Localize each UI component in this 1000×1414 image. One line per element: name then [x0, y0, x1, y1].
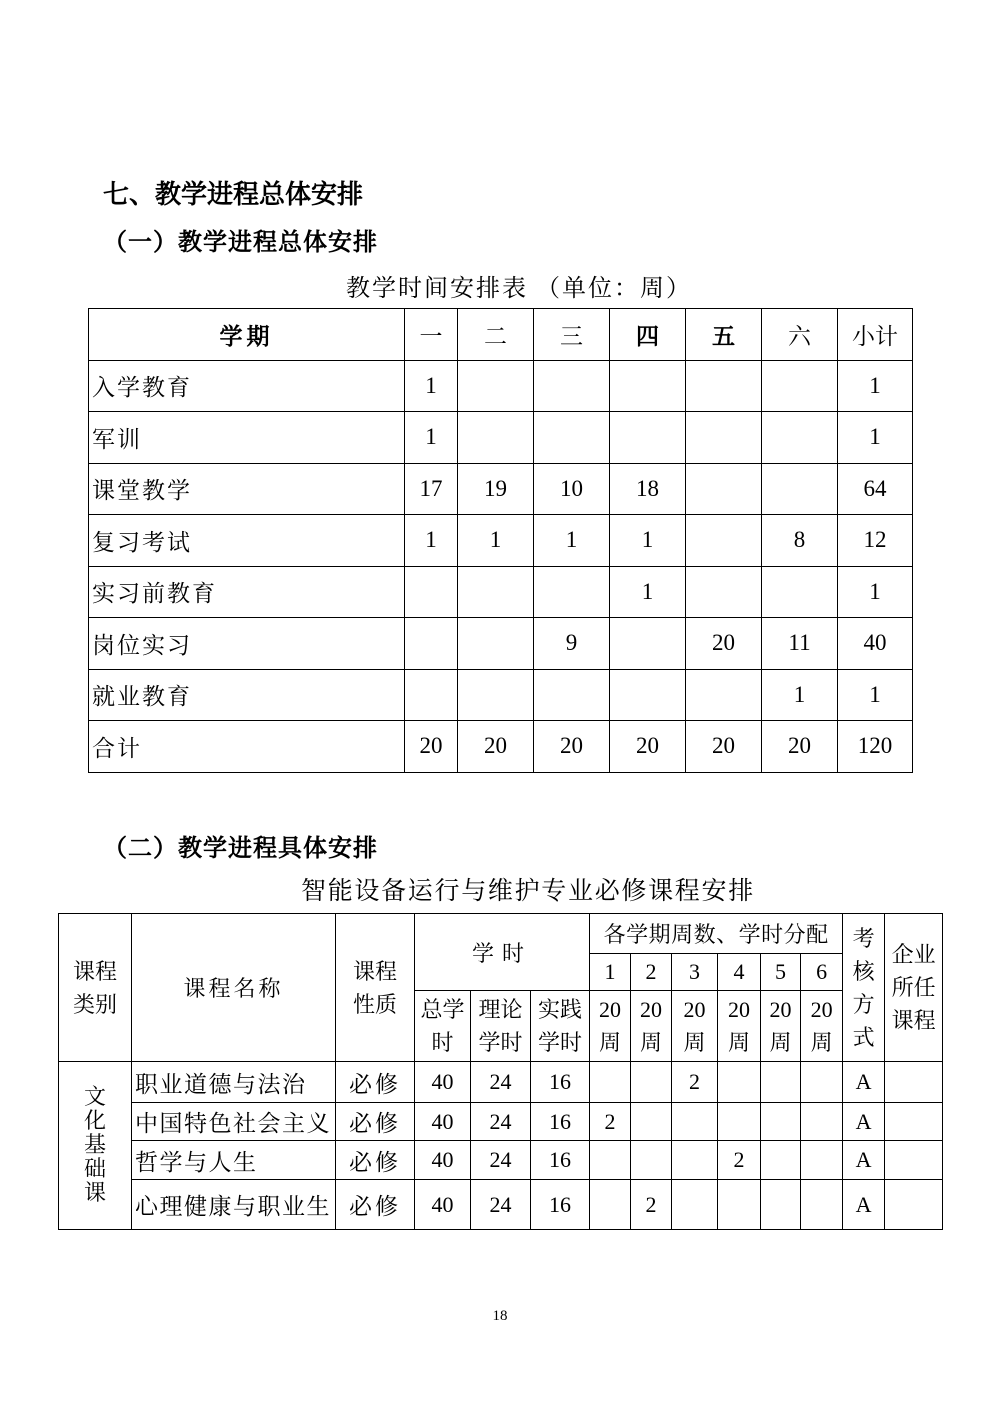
table-cell: 1: [838, 360, 913, 412]
column-header-enterprise: [885, 914, 943, 1062]
practice-hours: 16: [531, 1103, 590, 1141]
table-cell: 1: [610, 566, 686, 618]
semester-cell: [801, 1180, 843, 1230]
semester-cell: [718, 1062, 761, 1103]
header-text: 20周: [683, 997, 706, 1055]
table-cell: 20: [762, 721, 838, 773]
course-name: 职业道德与法治: [132, 1062, 336, 1103]
row-label: 就业教育: [89, 669, 405, 721]
semester-weeks: [631, 991, 672, 1062]
theory-hours: 24: [471, 1180, 531, 1230]
table-cell: [458, 669, 534, 721]
course-name: 中国特色社会主义: [132, 1103, 336, 1141]
assessment-cell: A: [843, 1103, 885, 1141]
table-cell: 1: [838, 412, 913, 464]
table-cell: [534, 360, 610, 412]
semester-number: 4: [718, 954, 761, 991]
course-nature: 必修: [336, 1180, 415, 1230]
course-group-cell: [59, 1062, 132, 1230]
enterprise-cell: [885, 1180, 943, 1230]
column-header-nature: [336, 914, 415, 1062]
semester-cell: [801, 1141, 843, 1180]
table-cell: 1: [610, 515, 686, 567]
table-cell: 20: [405, 721, 458, 773]
column-header-hours: 学时: [415, 914, 590, 991]
total-hours: 40: [415, 1180, 471, 1230]
table-cell: 1: [405, 515, 458, 567]
row-label: 实习前教育: [89, 566, 405, 618]
column-header-category: [59, 914, 132, 1062]
column-header-assessment: [843, 914, 885, 1062]
table-cell: 1: [458, 515, 534, 567]
page-heading: 七、教学进程总体安排: [103, 180, 364, 210]
semester-cell: [761, 1141, 801, 1180]
semester-cell: [761, 1062, 801, 1103]
table-cell: [762, 566, 838, 618]
column-header-theory-hours: [471, 991, 531, 1062]
row-label: 课堂教学: [89, 463, 405, 515]
header-text: 理论学时: [478, 997, 523, 1055]
table-row: [59, 1180, 943, 1230]
table-cell: 11: [762, 618, 838, 670]
table-cell: [610, 618, 686, 670]
semester-number: 2: [631, 954, 672, 991]
semester-weeks: [801, 991, 843, 1062]
semester-cell: [801, 1103, 843, 1141]
table-row: [59, 1141, 943, 1180]
column-header-semesters: 各学期周数、学时分配: [590, 914, 843, 954]
table-cell: [534, 412, 610, 464]
column-header: 一: [405, 309, 458, 361]
table-cell: [686, 566, 762, 618]
table-cell: 10: [534, 463, 610, 515]
table-cell: [534, 669, 610, 721]
section-title-detailed: （二）教学进程具体安排: [103, 834, 378, 862]
course-nature: 必修: [336, 1103, 415, 1141]
table-cell: [405, 566, 458, 618]
table-row: [89, 463, 913, 515]
header-text: 考核方式: [852, 925, 875, 1050]
semester-cell: [718, 1180, 761, 1230]
semester-cell: [590, 1180, 631, 1230]
table-cell: [686, 515, 762, 567]
table-cell: [686, 463, 762, 515]
semester-cell: [672, 1141, 718, 1180]
enterprise-cell: [885, 1103, 943, 1141]
row-label: 军训: [89, 412, 405, 464]
column-header: 三: [534, 309, 610, 361]
table-cell: 20: [686, 721, 762, 773]
practice-hours: 16: [531, 1180, 590, 1230]
header-text: 实践学时: [538, 997, 583, 1055]
course-group-label: 文化基础课: [83, 1084, 106, 1205]
table-header-row: [89, 309, 913, 361]
page-number: 18: [492, 1308, 508, 1324]
total-hours: 40: [415, 1062, 471, 1103]
total-hours: 40: [415, 1103, 471, 1141]
table-cell: [686, 669, 762, 721]
assessment-cell: A: [843, 1062, 885, 1103]
practice-hours: 16: [531, 1062, 590, 1103]
column-header-total-hours: [415, 991, 471, 1062]
semester-cell: 2: [672, 1062, 718, 1103]
table-cell: [458, 360, 534, 412]
total-hours: 40: [415, 1141, 471, 1180]
column-header: 五: [686, 309, 762, 361]
header-text: 企业所任课程: [891, 942, 936, 1033]
row-label: 岗位实习: [89, 618, 405, 670]
table-cell: [610, 669, 686, 721]
table-cell: 20: [458, 721, 534, 773]
table-header-row: [59, 914, 943, 954]
table-cell: [458, 618, 534, 670]
table-cell: [686, 360, 762, 412]
header-text: 20周: [810, 997, 833, 1055]
column-header: 四: [610, 309, 686, 361]
semester-cell: [631, 1141, 672, 1180]
table-row: [59, 1062, 943, 1103]
table-cell: 1: [838, 566, 913, 618]
table-cell: [762, 360, 838, 412]
table-cell: [610, 412, 686, 464]
header-text: 20周: [769, 997, 792, 1055]
enterprise-cell: [885, 1062, 943, 1103]
teaching-time-table: [88, 308, 913, 773]
row-label: 复习考试: [89, 515, 405, 567]
header-text: 20周: [640, 997, 663, 1055]
semester-cell: [672, 1103, 718, 1141]
table-cell: 12: [838, 515, 913, 567]
semester-cell: [631, 1103, 672, 1141]
table-row: [59, 1103, 943, 1141]
table-cell: 1: [762, 669, 838, 721]
column-header: 六: [762, 309, 838, 361]
table-row: [89, 669, 913, 721]
enterprise-cell: [885, 1141, 943, 1180]
table-cell: 1: [534, 515, 610, 567]
assessment-cell: A: [843, 1180, 885, 1230]
semester-cell: [590, 1141, 631, 1180]
semester-cell: [761, 1103, 801, 1141]
section-title-overall: （一）教学进程总体安排: [103, 228, 378, 256]
semester-cell: [672, 1180, 718, 1230]
assessment-cell: A: [843, 1141, 885, 1180]
table-cell: 1: [838, 669, 913, 721]
header-text: 20周: [599, 997, 622, 1055]
semester-number: 1: [590, 954, 631, 991]
semester-weeks: [718, 991, 761, 1062]
semester-cell: [761, 1180, 801, 1230]
table-cell: [405, 669, 458, 721]
theory-hours: 24: [471, 1103, 531, 1141]
column-header-semester: 学期: [89, 309, 405, 361]
header-text: 课程性质: [352, 958, 397, 1017]
column-header-subtotal: 小计: [838, 309, 913, 361]
table-cell: 19: [458, 463, 534, 515]
semester-cell: 2: [590, 1103, 631, 1141]
table-cell: 120: [838, 721, 913, 773]
table-cell: 1: [405, 360, 458, 412]
course-nature: 必修: [336, 1141, 415, 1180]
table-caption-schedule: 教学时间安排表 （单位：周）: [346, 276, 692, 302]
table-cell: 40: [838, 618, 913, 670]
table-cell: 9: [534, 618, 610, 670]
course-nature: 必修: [336, 1062, 415, 1103]
header-text: 课程类别: [72, 958, 117, 1017]
table-cell: [762, 412, 838, 464]
table-row: [89, 515, 913, 567]
semester-cell: 2: [718, 1141, 761, 1180]
table-cell: 18: [610, 463, 686, 515]
table-cell: 20: [686, 618, 762, 670]
semester-cell: [801, 1062, 843, 1103]
practice-hours: 16: [531, 1141, 590, 1180]
table-cell: [405, 618, 458, 670]
table-row: [89, 360, 913, 412]
table-cell: [534, 566, 610, 618]
header-text: 20周: [728, 997, 751, 1055]
table-cell: [458, 566, 534, 618]
semester-cell: [590, 1062, 631, 1103]
semester-number: 3: [672, 954, 718, 991]
table-cell: [762, 463, 838, 515]
row-label: 合计: [89, 721, 405, 773]
table-cell: 20: [534, 721, 610, 773]
header-text: 总学时: [420, 997, 465, 1055]
table-cell: 17: [405, 463, 458, 515]
table-caption-courses: 智能设备运行与维护专业必修课程安排: [301, 878, 755, 905]
table-cell: [610, 360, 686, 412]
semester-number: 6: [801, 954, 843, 991]
table-row: [89, 566, 913, 618]
semester-number: 5: [761, 954, 801, 991]
column-header-course-name: 课程名称: [132, 914, 336, 1062]
table-cell: 8: [762, 515, 838, 567]
row-label: 入学教育: [89, 360, 405, 412]
column-header: 二: [458, 309, 534, 361]
required-courses-table: [58, 913, 943, 1230]
course-name: 哲学与人生: [132, 1141, 336, 1180]
semester-weeks: [590, 991, 631, 1062]
theory-hours: 24: [471, 1141, 531, 1180]
semester-cell: [631, 1062, 672, 1103]
table-row-total: [89, 721, 913, 773]
semester-cell: [718, 1103, 761, 1141]
course-name: 心理健康与职业生: [132, 1180, 336, 1230]
table-cell: [458, 412, 534, 464]
table-row: [89, 618, 913, 670]
semester-weeks: [672, 991, 718, 1062]
table-cell: [686, 412, 762, 464]
theory-hours: 24: [471, 1062, 531, 1103]
semester-cell: 2: [631, 1180, 672, 1230]
column-header-practice-hours: [531, 991, 590, 1062]
table-cell: 20: [610, 721, 686, 773]
table-row: [89, 412, 913, 464]
table-cell: 1: [405, 412, 458, 464]
semester-weeks: [761, 991, 801, 1062]
table-cell: 64: [838, 463, 913, 515]
